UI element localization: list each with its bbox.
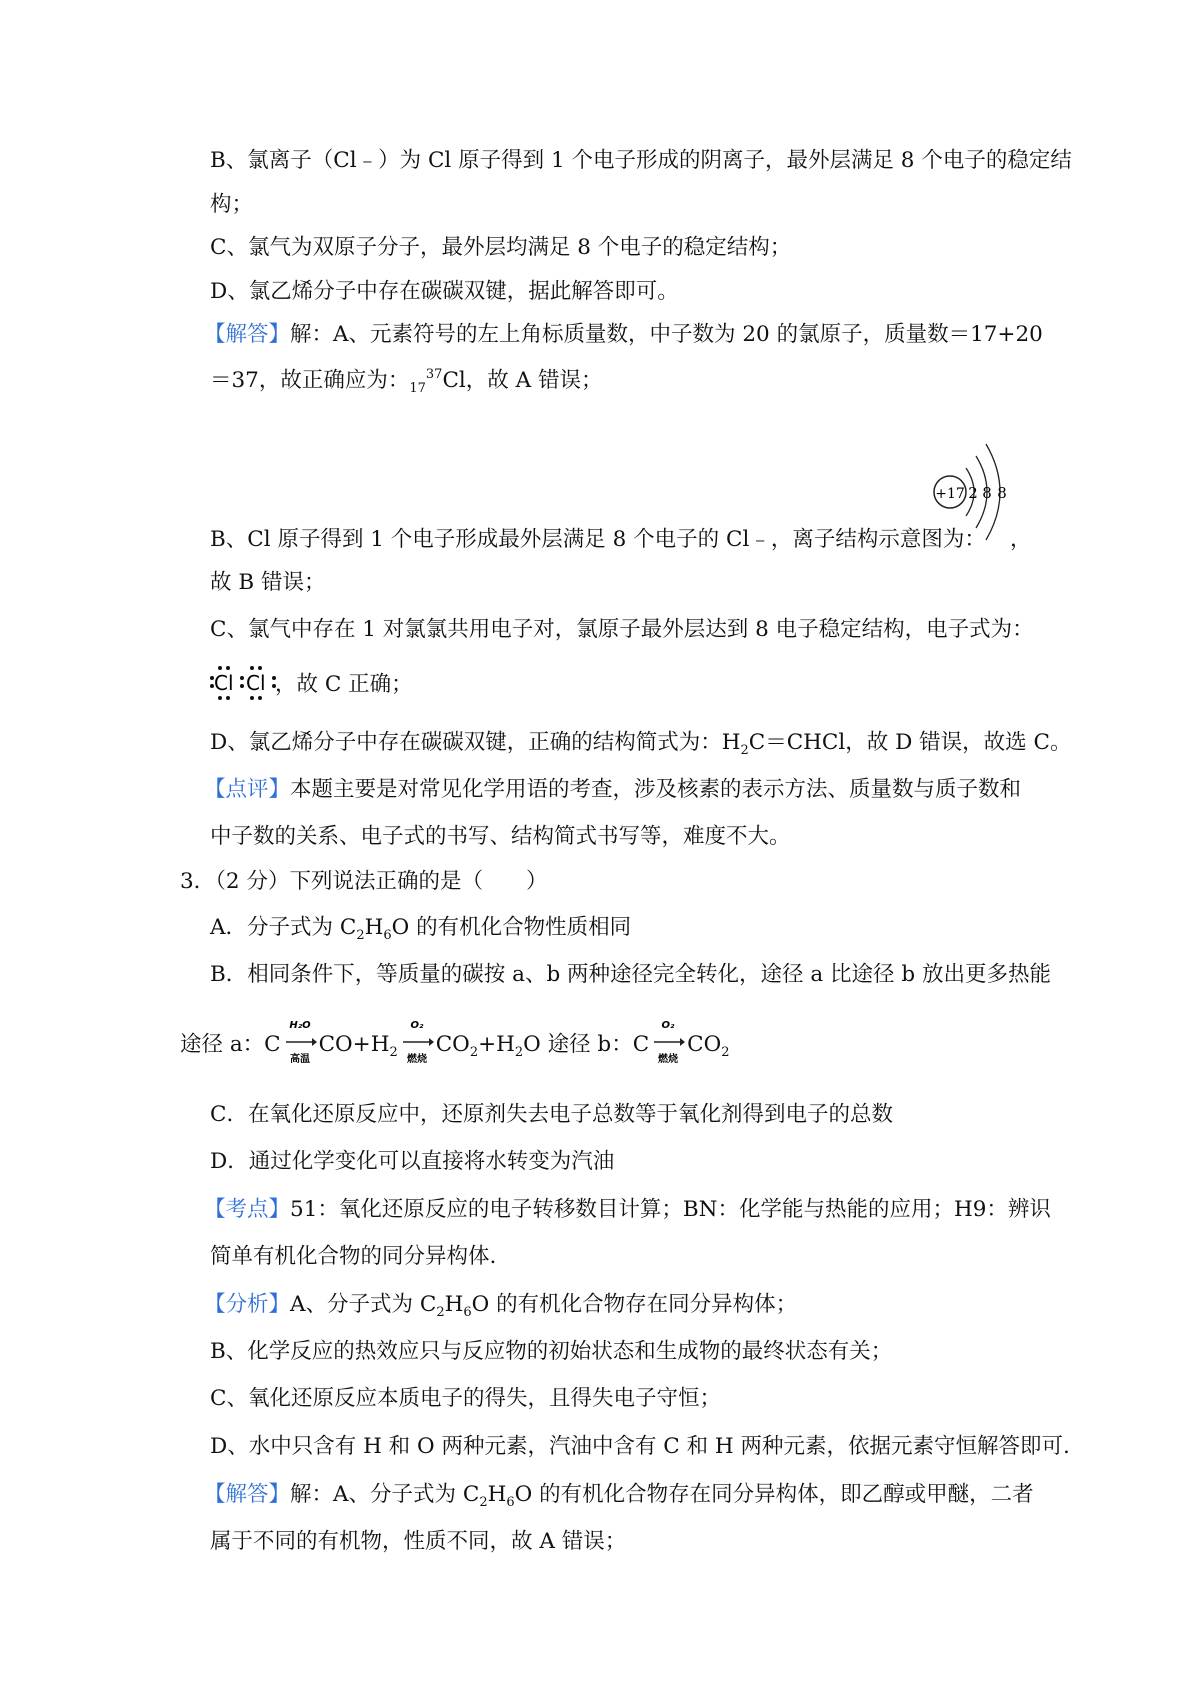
svg-text:O₂: O₂ (410, 1020, 424, 1031)
answer2-tag: 【解答】 (204, 1482, 291, 1507)
kaodian-line1: 【考点】51：氧化还原反应的电子转移数目计算；BN：化学能与热能的应用；H9：辨识 (204, 1197, 1051, 1222)
fenxi-c: C、氧化还原反应本质电子的得失，且得失电子守恒； (210, 1386, 721, 1411)
reaction-routes: 途径 a：C H₂O 高温 $CO+H_2$ O₂ 燃烧 $CO_2+H_2O$ 途径 b：C O₂ 燃烧 $CO_2$ (180, 1020, 730, 1065)
comment-tag: 【点评】 (204, 777, 291, 802)
question-3-stem: 3．（2 分）下列说法正确的是（ ） (180, 869, 548, 894)
svg-text:H₂O: H₂O (288, 1020, 311, 1031)
answer-tag: 【解答】 (204, 322, 291, 347)
arrow-o2-ignite-b (651, 1020, 685, 1065)
question-3-option-c: C．在氧化还原反应中，还原剂失去电子总数等于氧化剂得到电子的总数 (210, 1102, 893, 1127)
answer-b-line2: 故 B 错误； (210, 570, 326, 595)
answer2-a-line1: 【解答】解：A、分子式为 $C_2H_6O$ 的有机化合物存在同分异构体，即乙醇或甲醚，二者 (204, 1482, 1034, 1510)
svg-text:高温: 高温 (289, 1054, 310, 1065)
arrow-h2o-high-temp (283, 1020, 317, 1065)
shell-2: 8 (982, 484, 992, 502)
fenxi-a: 【分析】A、分子式为 $C_2H_6O$ 的有机化合物存在同分异构体； (204, 1292, 798, 1320)
svg-text:燃烧: 燃烧 (658, 1054, 679, 1065)
kaodian-tag: 【考点】 (204, 1197, 291, 1222)
svg-text:O₂: O₂ (661, 1020, 675, 1031)
answer-a-line1: 【解答】解：A、元素符号的左上角标质量数，中子数为 20 的氯原子，质量数＝17+20 (204, 322, 1043, 347)
shell-3: 8 (997, 484, 1007, 502)
question-3-option-b: B．相同条件下，等质量的碳按 a、b 两种途径完全转化，途径 a 比途径 b 放出更多热能 (210, 962, 1051, 987)
answer-c-line1: C、氯气中存在 1 对氯氯共用电子对，氯原子最外层达到 8 电子稳定结构，电子式为： (210, 617, 1034, 642)
comment-line2: 中子数的关系、电子式的书写、结构简式书写等，难度不大。 (210, 824, 791, 849)
answer-b-comma: ， (1010, 527, 1032, 552)
fenxi-d: D、水中只含有 H 和 O 两种元素，汽油中含有 C 和 H 两种元素，依据元素守恒解答即可. (210, 1434, 1070, 1459)
lewis-cl-2: Cl (246, 671, 266, 695)
answer-c-line2: ，故 C 正确； (275, 672, 413, 697)
analysis-d: D、氯乙烯分子中存在碳碳双键，据此解答即可。 (210, 279, 679, 304)
question-3-option-a: A．分子式为 $C_2H_6O$ 的有机化合物性质相同 (210, 915, 632, 943)
fenxi-tag: 【分析】 (204, 1292, 291, 1317)
chlorine-lewis-structure (210, 660, 280, 704)
answer-b-line1: B、Cl 原子得到 1 个电子形成最外层满足 8 个电子的 Cl﹣，离子结构示意图为： (210, 527, 986, 552)
analysis-c: C、氯气为双原子分子，最外层均满足 8 个电子的稳定结构； (210, 235, 792, 260)
analysis-b-line2: 构； (210, 192, 254, 217)
kaodian-line2: 简单有机化合物的同分异构体. (210, 1244, 497, 1269)
lewis-cl-1: Cl (214, 671, 234, 695)
analysis-b-line1: B、氯离子（Cl﹣）为 Cl 原子得到 1 个电子形成的阴离子，最外层满足 8 个电子的稳定结 (210, 148, 1072, 173)
arrow-o2-ignite-a (400, 1020, 434, 1065)
nucleus-charge: +17 (935, 486, 965, 502)
comment-line1: 【点评】本题主要是对常见化学用语的考查，涉及核素的表示方法、质量数与质子数和 (204, 777, 1022, 802)
question-3-option-d: D．通过化学变化可以直接将水转变为汽油 (210, 1149, 615, 1174)
answer-a-line2: ＝37，故正确应为：$_{17}^{37}$Cl，故 A 错误； (210, 367, 603, 396)
fenxi-b: B、化学反应的热效应只与反应物的初始状态和生成物的最终状态有关； (210, 1339, 893, 1364)
answer-d: D、氯乙烯分子中存在碳碳双键，正确的结构简式为：$H_2C=CHCl$，故 D 错误，故选 C。 (210, 730, 1072, 758)
shell-1: 2 (968, 484, 978, 502)
svg-text:燃烧: 燃烧 (406, 1054, 427, 1065)
answer2-a-line2: 属于不同的有机物，性质不同，故 A 错误； (210, 1529, 627, 1554)
